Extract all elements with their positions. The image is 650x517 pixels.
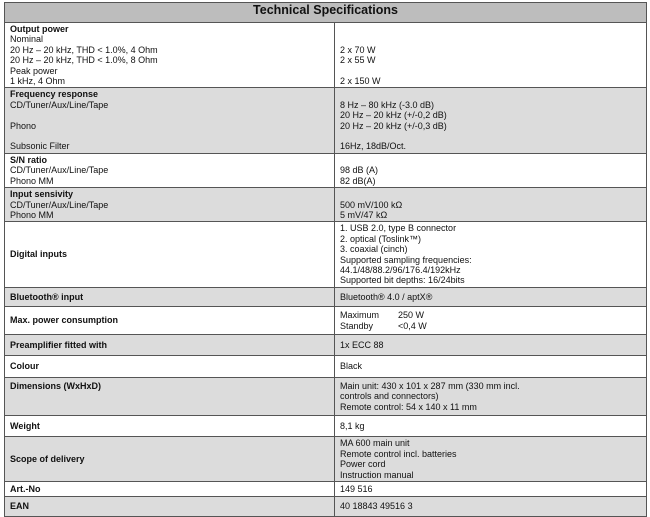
- sn-cd-value: 98 dB (A): [340, 165, 379, 176]
- row-power-consumption: [5, 307, 647, 335]
- frequency-response-heading: Frequency response: [10, 89, 99, 100]
- frequency-response-values: [335, 88, 647, 153]
- freq-phono-value: 20 Hz – 20 kHz (+/-0,3 dB): [340, 120, 447, 131]
- sens-cd-value: 500 mV/100 kΩ: [340, 199, 403, 210]
- row-dimensions: [5, 377, 647, 415]
- sens-phono-value: 5 mV/47 kΩ: [340, 209, 388, 220]
- digital-input-line: 3. coaxial (cinch): [340, 244, 408, 255]
- digital-input-line: 2. optical (Toslink™): [340, 233, 422, 244]
- scope-values: [335, 437, 647, 482]
- colour-label: Colour: [5, 356, 335, 377]
- row-frequency-response: [5, 88, 647, 153]
- bluetooth-value: Bluetooth® 4.0 / aptX®: [335, 287, 647, 306]
- peak-power-value: 2 x 150 W: [340, 76, 381, 87]
- preamplifier-label: Preamplifier fitted with: [5, 334, 335, 355]
- output-power-heading: Output power: [10, 24, 69, 34]
- sn-ratio-values: [335, 153, 647, 187]
- nominal-label: Nominal: [10, 34, 44, 45]
- subsonic-filter-value: 16Hz, 18dB/Oct.: [340, 141, 407, 152]
- spec-table: [4, 2, 647, 517]
- digital-input-line: 1. USB 2.0, type B connector: [340, 223, 457, 234]
- sn-ratio-heading: S/N ratio: [10, 154, 48, 165]
- scope-label: Scope of delivery: [5, 437, 335, 482]
- row-preamplifier: [5, 334, 647, 355]
- ean-value: 40 18843 49516 3: [335, 497, 647, 516]
- row-scope-of-delivery: [5, 437, 647, 482]
- row-ean: [5, 497, 647, 516]
- sn-phono-label: Phono MM: [10, 175, 54, 186]
- peak-power-sub-label: 1 kHz, 4 Ohm: [10, 76, 66, 87]
- digital-inputs-label: Digital inputs: [5, 222, 335, 287]
- power-max-key: Maximum: [340, 310, 380, 321]
- nominal-8ohm-value: 2 x 55 W: [340, 55, 376, 66]
- weight-label: Weight: [5, 416, 335, 437]
- power-standby-key: Standby: [340, 320, 374, 331]
- row-digital-inputs: [5, 222, 647, 287]
- input-sensitivity-labels: [5, 188, 335, 222]
- colour-value: Black: [335, 356, 647, 377]
- digital-input-line: Supported bit depths: 16/24bits: [340, 275, 465, 286]
- dimensions-line: Main unit: 430 x 101 x 287 mm (330 mm incl.: [340, 380, 520, 391]
- row-bluetooth: [5, 287, 647, 306]
- sn-phono-value: 82 dB(A): [340, 175, 376, 186]
- digital-inputs-values: [335, 222, 647, 287]
- sn-cd-label: CD/Tuner/Aux/Line/Tape: [10, 165, 109, 176]
- input-sensitivity-heading: Input sensivity: [10, 189, 74, 200]
- freq-cd-value-1: 8 Hz – 80 kHz (-3.0 dB): [340, 99, 435, 110]
- scope-line: Instruction manual: [340, 469, 414, 480]
- power-max-value: 250 W: [398, 310, 425, 321]
- sn-ratio-labels: [5, 153, 335, 187]
- nominal-4ohm-value: 2 x 70 W: [340, 44, 376, 55]
- frequency-response-labels: [5, 88, 335, 153]
- spec-sheet: [4, 2, 646, 517]
- row-output-power: [5, 23, 647, 88]
- ean-label: EAN: [5, 497, 335, 516]
- power-consumption-label: Max. power consumption: [5, 307, 335, 335]
- dimensions-values: [335, 377, 647, 415]
- digital-input-line: 44.1/48/88.2/96/176.4/192kHz: [340, 264, 461, 275]
- nominal-8ohm-label: 20 Hz – 20 kHz, THD < 1.0%, 8 Ohm: [10, 55, 158, 66]
- power-standby-value: <0,4 W: [398, 320, 427, 331]
- digital-input-line: Supported sampling frequencies:: [340, 254, 472, 265]
- input-sensitivity-values: [335, 188, 647, 222]
- power-consumption-values: [335, 307, 647, 335]
- row-art-no: [5, 482, 647, 497]
- scope-line: Power cord: [340, 459, 386, 470]
- weight-value: 8,1 kg: [335, 416, 647, 437]
- freq-cd-value-2: 20 Hz – 20 kHz (+/-0,2 dB): [340, 110, 447, 121]
- dimensions-line: Remote control: 54 x 140 x 11 mm: [340, 401, 477, 412]
- subsonic-filter-label: Subsonic Filter: [10, 141, 70, 152]
- output-power-labels: [5, 23, 335, 88]
- art-no-label: Art.-No: [5, 482, 335, 497]
- sens-cd-label: CD/Tuner/Aux/Line/Tape: [10, 199, 109, 210]
- peak-power-label: Peak power: [10, 65, 58, 76]
- table-title: Technical Specifications: [5, 3, 647, 23]
- row-sn-ratio: [5, 153, 647, 187]
- scope-line: MA 600 main unit: [340, 438, 410, 449]
- preamplifier-value: 1x ECC 88: [335, 334, 647, 355]
- scope-line: Remote control incl. batteries: [340, 448, 457, 459]
- dimensions-line: controls and connectors): [340, 391, 439, 402]
- art-no-value: 149 516: [335, 482, 647, 497]
- freq-cd-label: CD/Tuner/Aux/Line/Tape: [10, 99, 109, 110]
- dimensions-label: Dimensions (WxHxD): [5, 377, 335, 415]
- freq-phono-label: Phono: [10, 120, 37, 131]
- output-power-values: [335, 23, 647, 88]
- row-colour: [5, 356, 647, 377]
- nominal-4ohm-label: 20 Hz – 20 kHz, THD < 1.0%, 4 Ohm: [10, 44, 158, 55]
- sens-phono-label: Phono MM: [10, 209, 54, 220]
- row-input-sensitivity: [5, 188, 647, 222]
- bluetooth-label: Bluetooth® input: [5, 287, 335, 306]
- row-weight: [5, 416, 647, 437]
